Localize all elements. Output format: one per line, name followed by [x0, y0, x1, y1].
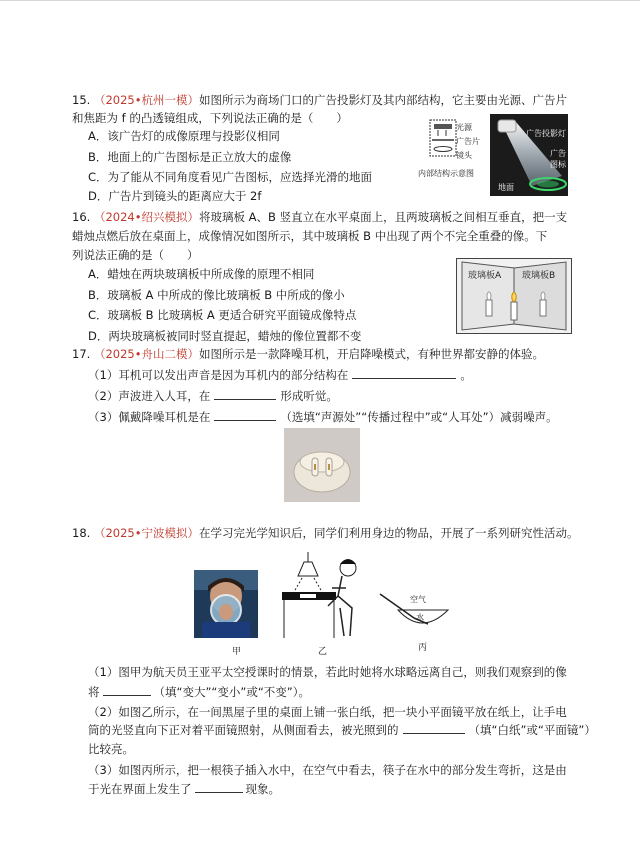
- q15-source: （2025•杭州一模）: [93, 93, 200, 107]
- q15-label-light-source: 光源: [456, 123, 472, 132]
- q18-part1-blank[interactable]: [103, 684, 151, 696]
- q18-part2-line1: （2）如图乙所示，在一间黑屋子里的桌面上铺一张白纸，把一块小平面镜平放在纸上，让手电: [88, 705, 567, 719]
- q17-part2: [88, 388, 338, 404]
- q17-part1-blank[interactable]: [352, 367, 456, 379]
- q15-label-ground: 地面: [498, 183, 514, 192]
- q15-option-d: D．广告片到镜头的距离应大于 2f: [88, 189, 262, 203]
- q15-stem1: 如图所示为商场门口的广告投影灯及其内部结构，它主要由光源、广告片: [199, 93, 568, 107]
- page-top-border: [0, 0, 640, 1]
- q15-option-a: A．该广告灯的成像原理与投影仪相同: [88, 129, 280, 143]
- q17-number: 17.: [72, 347, 91, 361]
- q18-part2-text: 筒的光竖直向下正对着平面镜照射，从侧面看去，被光照到的: [88, 723, 399, 737]
- q18-figure-bing-drawing: [376, 588, 452, 634]
- q17-earbuds-photo: [284, 428, 360, 502]
- q15-stem-line2: 和焦距为 f 的凸透镜组成，下列说法正确的是（ ）: [72, 111, 348, 125]
- q17-stem-line: [72, 346, 544, 362]
- q18-part1-line1: （1）图甲为航天员王亚平太空授课时的情景，若此时她将水球略远离自己，则我们观察到的像: [88, 665, 567, 679]
- q15-option-b: B．地面上的广告图标是正立放大的虚像: [88, 150, 292, 164]
- q17-part2-end: 形成听觉。: [280, 389, 338, 403]
- q18-part3-blank[interactable]: [195, 781, 243, 793]
- q16-label-plate-b: 玻璃板B: [522, 271, 556, 281]
- q15-label-inner-caption: 内部结构示意图: [418, 169, 474, 178]
- q18-stem: 在学习完光学知识后，同学们利用身边的物品，开展了一系列研究性活动。: [199, 526, 579, 540]
- q16-stem-line3: 列说法正确的是（ ）: [72, 248, 199, 262]
- q18-part3-line2: [88, 781, 280, 797]
- q16-stem-line1: [72, 209, 567, 225]
- q16-option-d: D．两块玻璃板被同时竖直提起，蜡烛的像位置都不变: [88, 329, 362, 343]
- q18-part3-end: 现象。: [245, 782, 280, 796]
- q18-figure-jia-photo: [194, 570, 258, 638]
- q17-stem: 如图所示是一款降噪耳机，开启降噪模式，有种世界都安静的体验。: [199, 347, 545, 361]
- q15-label-ad-film: 广告片: [456, 137, 480, 146]
- q16-label-plate-a: 玻璃板A: [468, 271, 502, 281]
- q18-label-air: 空气: [410, 595, 426, 604]
- q15-option-c: C．为了能从不同角度看见广告图标，应选择光滑的地面: [88, 170, 373, 184]
- q15-inner-structure-figure: [418, 116, 488, 182]
- q18-part3-text: 于光在界面上发生了: [88, 782, 192, 796]
- q18-stem-line: [72, 525, 579, 541]
- q17-part2-text: （2）声波进入人耳，在: [88, 389, 211, 403]
- q16-stem-line2: 蜡烛点燃后放在桌面上，成像情况如图所示，其中玻璃板 B 中出现了两个不完全重叠的像。下: [72, 229, 548, 243]
- q15-stem-line1: [72, 92, 567, 108]
- q18-label-bing: 丙: [418, 643, 428, 653]
- q18-source: （2025•宁波模拟）: [93, 526, 200, 540]
- q17-part1-end: 。: [460, 368, 472, 382]
- q18-figure-yi-drawing: [280, 548, 366, 642]
- q16-option-c: C．玻璃板 B 比玻璃板 A 更适合研究平面镜成像特点: [88, 308, 357, 322]
- q17-part3-text: （3）佩戴降噪耳机是在: [88, 410, 211, 424]
- q18-part2-line2: [88, 722, 596, 738]
- q16-stem1: 将玻璃板 A、B 竖直立在水平桌面上，且两玻璃板之间相互垂直，把一支: [199, 210, 568, 224]
- q15-projector-photo: [490, 114, 568, 196]
- q18-part2-blank[interactable]: [403, 722, 465, 734]
- q18-part2-end: （填“白纸”或“平面镜”）: [468, 723, 596, 737]
- q17-part3-end: （选填“声源处”“传播过程中”或“人耳处”）减弱噪声。: [280, 410, 558, 424]
- q18-part1-end: （填“变大”“变小”或“不变”）。: [153, 685, 310, 699]
- q16-source: （2024•绍兴模拟）: [93, 210, 200, 224]
- q15-label-ad-icon-2: 图标: [550, 160, 566, 169]
- q17-source: （2025•舟山二模）: [93, 347, 200, 361]
- q17-part2-blank[interactable]: [214, 388, 276, 400]
- q18-label-jia: 甲: [232, 647, 242, 657]
- q18-figure-jia-drawing: [194, 570, 258, 638]
- q15-label-ad-icon-1: 广告: [550, 149, 566, 158]
- q18-part3-line1: （3）如图丙所示，把一根筷子插入水中，在空气中看去，筷子在水中的部分发生弯折，这是由: [88, 763, 567, 777]
- q18-part1-line2: [88, 684, 310, 700]
- q15-number: 15.: [72, 93, 91, 107]
- q15-label-lens: 镜头: [456, 151, 472, 160]
- q18-label-yi: 乙: [318, 647, 328, 657]
- q16-glass-plates-figure: [456, 258, 572, 334]
- q16-option-a: A．蜡烛在两块玻璃板中所成像的原理不相同: [88, 267, 315, 281]
- q18-figure-yi-svg: [280, 548, 366, 642]
- q17-part1-text: （1）耳机可以发出声音是因为耳机内的部分结构在: [88, 368, 349, 382]
- q18-number: 18.: [72, 526, 91, 540]
- q15-label-projector: 广告投影灯: [526, 129, 566, 138]
- q17-part1: [88, 367, 472, 383]
- q16-option-b: B．玻璃板 A 中所成的像比玻璃板 B 中所成的像小: [88, 288, 345, 302]
- q17-part3: [88, 409, 558, 425]
- q16-number: 16.: [72, 210, 91, 224]
- q17-earbuds-drawing: [284, 428, 360, 502]
- q18-label-water: 水: [416, 613, 424, 622]
- q18-part1-lead: 将: [88, 685, 100, 699]
- q18-part2-line3: 比较亮。: [88, 742, 134, 756]
- q17-part3-blank[interactable]: [214, 409, 276, 421]
